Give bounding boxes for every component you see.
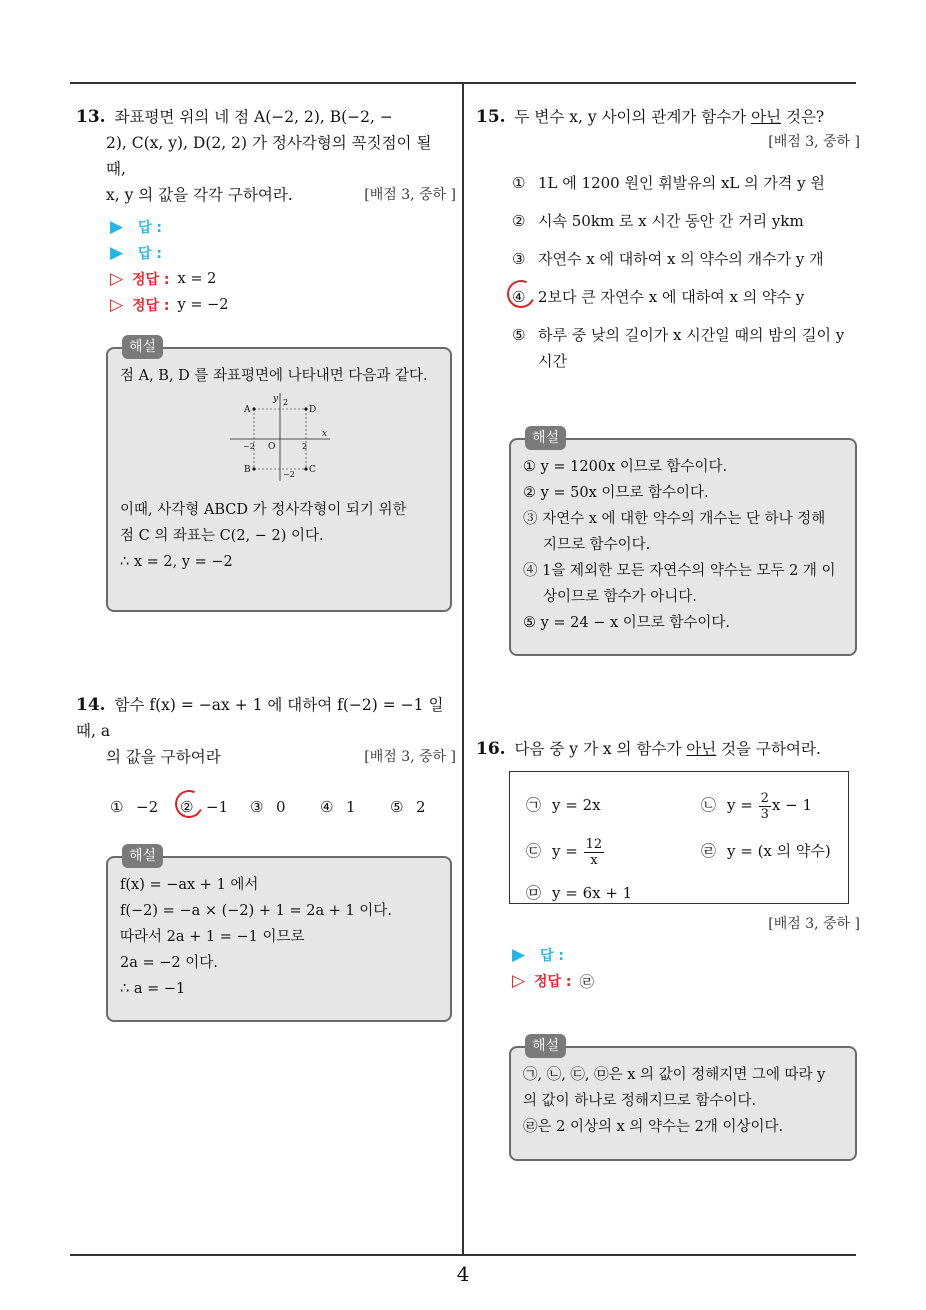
correct-answer-row-2 bbox=[76, 292, 456, 318]
question-14 bbox=[76, 692, 456, 820]
question-text-b: 것은? bbox=[781, 108, 825, 126]
question-text-line2: 2), C(x, y), D(2, 2) 가 정사각형의 꼭짓점이 될 때, bbox=[106, 134, 432, 178]
explanation-line: ㉠, ㉡, ㉢, ㉤은 x 의 값이 정해지면 그에 따라 y bbox=[523, 1067, 826, 1083]
play-outline-icon: ▷ bbox=[110, 295, 124, 315]
explanation-line: ① y = 1200x 이므로 함수이다. bbox=[523, 459, 728, 475]
question-text-a: 두 변수 x, y 사이의 관계가 함수가 bbox=[514, 108, 752, 126]
correct-label: 정답 : bbox=[132, 272, 170, 288]
question-text-underlined: 아닌 bbox=[686, 740, 717, 758]
choice-5[interactable]: ⑤ 2 bbox=[390, 794, 450, 820]
question-number: 16. bbox=[476, 739, 506, 759]
choice-2[interactable]: ② −1 bbox=[180, 794, 250, 820]
point-c bbox=[304, 467, 307, 470]
question-number: 13. bbox=[76, 107, 106, 127]
explanation-line: f(−2) = −a × (−2) + 1 = 2a + 1 이다. bbox=[120, 903, 392, 919]
explanation-tag: 해설 bbox=[122, 335, 163, 359]
choice-mark: ④ bbox=[320, 798, 334, 816]
explanation-tag: 해설 bbox=[525, 426, 566, 450]
correct-label: 정답 : bbox=[534, 974, 572, 990]
explanation-tag: 해설 bbox=[122, 844, 163, 868]
explanation-line3: ∴ x = 2, y = −2 bbox=[120, 554, 233, 570]
question-text-b: 것을 구하여라. bbox=[716, 740, 821, 758]
explanation-line: ∴ a = −1 bbox=[120, 981, 186, 997]
items-box bbox=[509, 771, 849, 904]
explanation-line-cont: 지므로 함수이다. bbox=[543, 537, 651, 553]
explanation-line: ② y = 50x 이므로 함수이다. bbox=[523, 485, 709, 501]
explanation-box-16 bbox=[509, 1038, 857, 1161]
explanation-line: ⑤ y = 24 − x 이므로 함수이다. bbox=[523, 615, 731, 631]
correct-answer-row bbox=[476, 968, 860, 994]
question-text-line1: 함수 f(x) = −ax + 1 에 대하여 f(−2) = −1 일 때, a bbox=[76, 696, 444, 740]
question-number: 14. bbox=[76, 695, 106, 715]
correct-answer-value: ㉣ bbox=[579, 974, 595, 991]
choice-4[interactable]: ④ 2보다 큰 자연수 x 에 대하여 x 의 약수 y bbox=[512, 284, 860, 310]
question-13 bbox=[76, 104, 456, 318]
fraction: $\frac{12}{x}$ bbox=[585, 836, 603, 868]
explanation-line: ③ 자연수 x 에 대한 약수의 개수는 단 하나 정해 bbox=[523, 511, 826, 527]
answer-row-2[interactable] bbox=[76, 240, 456, 266]
choice-2[interactable]: ② 시속 50km 로 x 시간 동안 간 거리 ykm bbox=[512, 212, 804, 230]
question-number: 15. bbox=[476, 107, 506, 127]
question-text-line2: 의 값을 구하여라 bbox=[106, 748, 221, 766]
column-divider bbox=[462, 83, 464, 1256]
choice-mark: ③ bbox=[250, 798, 264, 816]
choice-5[interactable]: ⑤ 하루 중 낮의 길이가 x 시간일 때의 밤의 길이 y bbox=[512, 326, 845, 344]
item-a: ㉠ y = 2x bbox=[526, 796, 601, 814]
red-circle-mark bbox=[503, 276, 539, 312]
correct-answer-row-1 bbox=[76, 266, 456, 292]
point-label-d: D bbox=[309, 405, 317, 415]
choices-row bbox=[76, 794, 456, 820]
play-icon: ▶ bbox=[110, 243, 124, 263]
item-d: ㉣ y = (x 의 약수) bbox=[701, 842, 831, 860]
question-text-underlined: 아닌 bbox=[751, 108, 782, 126]
answer-label: 답 : bbox=[540, 948, 564, 964]
fraction: $\frac{2}{3}$ bbox=[760, 790, 769, 822]
point-d bbox=[304, 407, 307, 410]
explanation-box-15 bbox=[509, 430, 857, 656]
coordinate-graph bbox=[120, 393, 440, 493]
score-label: [배점 3, 중하 ] bbox=[364, 749, 456, 765]
explanation-line: ④ 1을 제외한 모든 자연수의 약수는 모두 2 개 이 bbox=[523, 563, 836, 579]
choice-3[interactable]: ③ 자연수 x 에 대하여 x 의 약수의 개수가 y 개 bbox=[512, 250, 824, 268]
bottom-rule bbox=[70, 1254, 856, 1256]
explanation-tag: 해설 bbox=[525, 1034, 566, 1058]
choice-1[interactable]: ① 1L 에 1200 원인 휘발유의 xL 의 가격 y 원 bbox=[512, 174, 825, 192]
answer-row-1[interactable] bbox=[76, 214, 456, 240]
explanation-line-cont: 상이므로 함수가 아니다. bbox=[543, 589, 697, 605]
tick-label: 2 bbox=[283, 398, 289, 407]
question-15 bbox=[476, 104, 860, 374]
x-axis-label: x bbox=[322, 429, 328, 439]
explanation-line: 따라서 2a + 1 = −1 이므로 bbox=[120, 929, 305, 945]
tick-label: 2 bbox=[302, 442, 308, 451]
answer-label: 답 : bbox=[138, 246, 162, 262]
score-label: [배점 3, 중하 ] bbox=[364, 187, 456, 203]
point-a bbox=[252, 407, 255, 410]
correct-label: 정답 : bbox=[132, 298, 170, 314]
page-number: 4 bbox=[456, 1262, 470, 1286]
play-outline-icon: ▷ bbox=[512, 971, 526, 991]
item-c: ㉢ y = $\frac{12}{x}$ bbox=[526, 836, 603, 868]
play-icon: ▶ bbox=[512, 945, 526, 965]
answer-row[interactable] bbox=[476, 942, 860, 968]
choice-5-continued: 시간 bbox=[538, 352, 567, 370]
choice-mark: ⑤ bbox=[390, 798, 404, 816]
explanation-box-14 bbox=[106, 848, 452, 1022]
question-16 bbox=[476, 736, 860, 762]
answer-label: 답 : bbox=[138, 220, 162, 236]
question-text-a: 다음 중 y 가 x 의 함수가 bbox=[514, 740, 687, 758]
explanation-line: 의 값이 하나로 정해지므로 함수이다. bbox=[523, 1093, 757, 1109]
score-label: [배점 3, 중하 ] bbox=[768, 134, 860, 150]
explanation-intro: 점 A, B, D 를 좌표평면에 나타내면 다음과 같다. bbox=[120, 368, 428, 384]
y-axis-label: y bbox=[273, 394, 279, 404]
tick-label: −2 bbox=[283, 470, 295, 479]
choice-mark: ① bbox=[110, 798, 124, 816]
explanation-line1: 이때, 사각형 ABCD 가 정사각형이 되기 위한 bbox=[120, 502, 407, 518]
point-b bbox=[252, 467, 255, 470]
choice-mark: ② bbox=[180, 798, 194, 816]
point-label-a: A bbox=[244, 405, 251, 415]
origin-label: O bbox=[268, 442, 276, 452]
explanation-line2: 점 C 의 좌표는 C(2, − 2) 이다. bbox=[120, 528, 324, 544]
explanation-box-13 bbox=[106, 339, 452, 612]
item-b: ㉡ y = $\frac{2}{3}$ x − 1 bbox=[701, 790, 812, 822]
play-outline-icon: ▷ bbox=[110, 269, 124, 289]
answer-area-16 bbox=[476, 942, 860, 994]
question-text-line3: x, y 의 값을 각각 구하여라. bbox=[106, 186, 293, 204]
point-label-c: C bbox=[309, 465, 316, 475]
correct-answer-value: x = 2 bbox=[177, 271, 217, 287]
explanation-line: ㉣은 2 이상의 x 의 약수는 2개 이상이다. bbox=[523, 1119, 784, 1135]
choices-list bbox=[476, 170, 860, 374]
choice-1[interactable]: ① −2 bbox=[110, 794, 180, 820]
question-text-line1: 좌표평면 위의 네 점 A(−2, 2), B(−2, − bbox=[114, 108, 393, 126]
choice-4[interactable]: ④ 1 bbox=[320, 794, 390, 820]
item-e: ㉤ y = 6x + 1 bbox=[526, 884, 633, 902]
explanation-line: f(x) = −ax + 1 에서 bbox=[120, 877, 259, 893]
tick-label: −2 bbox=[243, 442, 255, 451]
correct-answer-value: y = −2 bbox=[177, 297, 229, 313]
play-icon: ▶ bbox=[110, 217, 124, 237]
explanation-line: 2a = −2 이다. bbox=[120, 955, 218, 971]
point-label-b: B bbox=[244, 465, 251, 475]
score-label: [배점 3, 중하 ] bbox=[768, 916, 860, 932]
choice-3[interactable]: ③ 0 bbox=[250, 794, 320, 820]
